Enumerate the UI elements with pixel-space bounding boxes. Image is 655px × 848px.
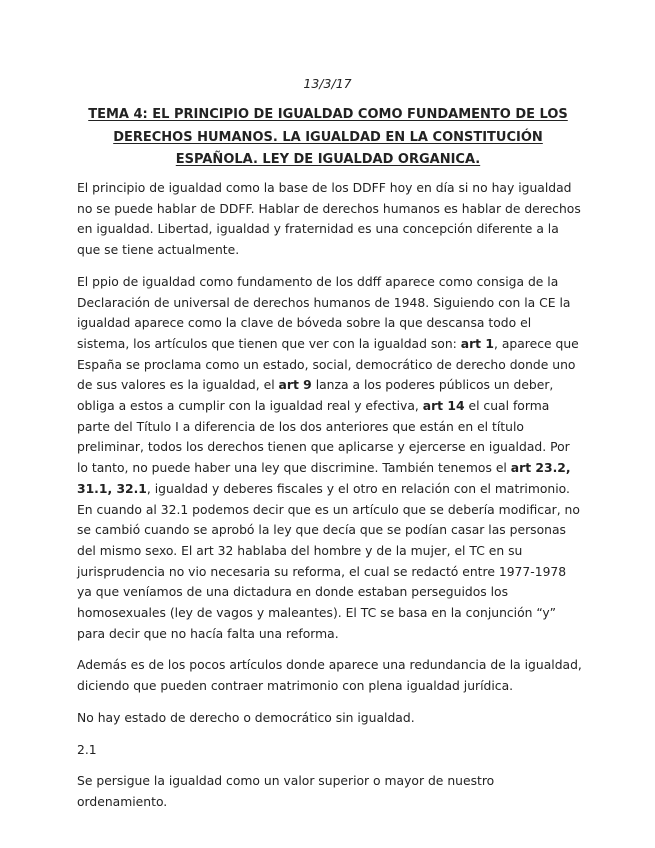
paragraph-text: El ppio de igualdad como fundamento de los ddff aparece como consiga de la Declaración de universal de derechos humanos de 1948. Siguiendo con la CE la igualdad aparece como la clave de bóveda sobre la que descansa todo el sistema, los artículos que tienen que ver con la igualdad son: — [77, 274, 571, 351]
bold-article-ref: art 14 — [422, 399, 465, 414]
document-date: 13/3/17 — [303, 76, 352, 91]
bold-article-ref: art 9 — [278, 378, 312, 393]
section-number: 2.1 — [77, 742, 97, 757]
paragraph-redundancy: Además es de los pocos artículos donde aparece una redundancia de la igualdad, diciendo que pueden contraer matrimonio con plena igualdad jurídica. — [77, 658, 582, 694]
document-body — [77, 178, 582, 824]
paragraph-text: , igualdad y deberes fiscales y el otro en relación con el matrimonio. En cuando al 32.1 podemos decir que es un artículo que se debería modificar, no se cambió cuando se aprobó la ley que decía que se podían casar las personas del mismo sexo. El art 32 hablaba del hombre y de la mujer, el TC en su jurisprudencia no vio necesaria su reforma, el cual se redactó entre 1977-1978 ya que veníamos de una dictadura en donde estaban perseguidos los homosexuales (ley de vagos y maleantes). El TC se basa en la conjunción “y” para decir que no hacía falta una reforma. — [77, 481, 580, 641]
document-title: TEMA 4: EL PRINCIPIO DE IGUALDAD COMO FUNDAMENTO DE LOS DERECHOS HUMANOS. LA IGUALDAD EN LA CONSTITUCIÓN ESPAÑOLA. LEY DE IGUALDAD ORGANICA. — [88, 107, 568, 167]
paragraph-statement: No hay estado de derecho o democrático sin igualdad. — [77, 710, 415, 725]
paragraph-text: , aparece que España se proclama como un estado, social, democrático de derecho donde uno de sus valores es la igualdad, el — [77, 336, 579, 393]
paragraph-articles — [77, 272, 582, 645]
bold-article-ref: art 23.2, 31.1, 32.1 — [77, 461, 571, 496]
bold-article-ref: art 1 — [460, 336, 494, 351]
paragraph-text: lanza a los poderes públicos un deber, obliga a estos a cumplir con la igualdad real y efectiva, — [77, 378, 554, 414]
paragraph-text: el cual forma parte del Título I a diferencia de los dos anteriores que están en el título preliminar, todos los derechos tienen que aplicarse y ejercerse en igualdad. Por lo tanto, no puede haber una ley que discrimine. También tenemos el — [77, 399, 570, 476]
paragraph-intro: El principio de igualdad como la base de los DDFF hoy en día si no hay igualdad no se puede hablar de DDFF. Hablar de derechos humanos es hablar de derechos en igualdad. Libertad, igualdad y fraternidad es una concepción diferente a la que se tiene actualmente. — [77, 181, 581, 258]
paragraph-superior-value: Se persigue la igualdad como un valor superior o mayor de nuestro ordenamiento. — [77, 774, 495, 809]
